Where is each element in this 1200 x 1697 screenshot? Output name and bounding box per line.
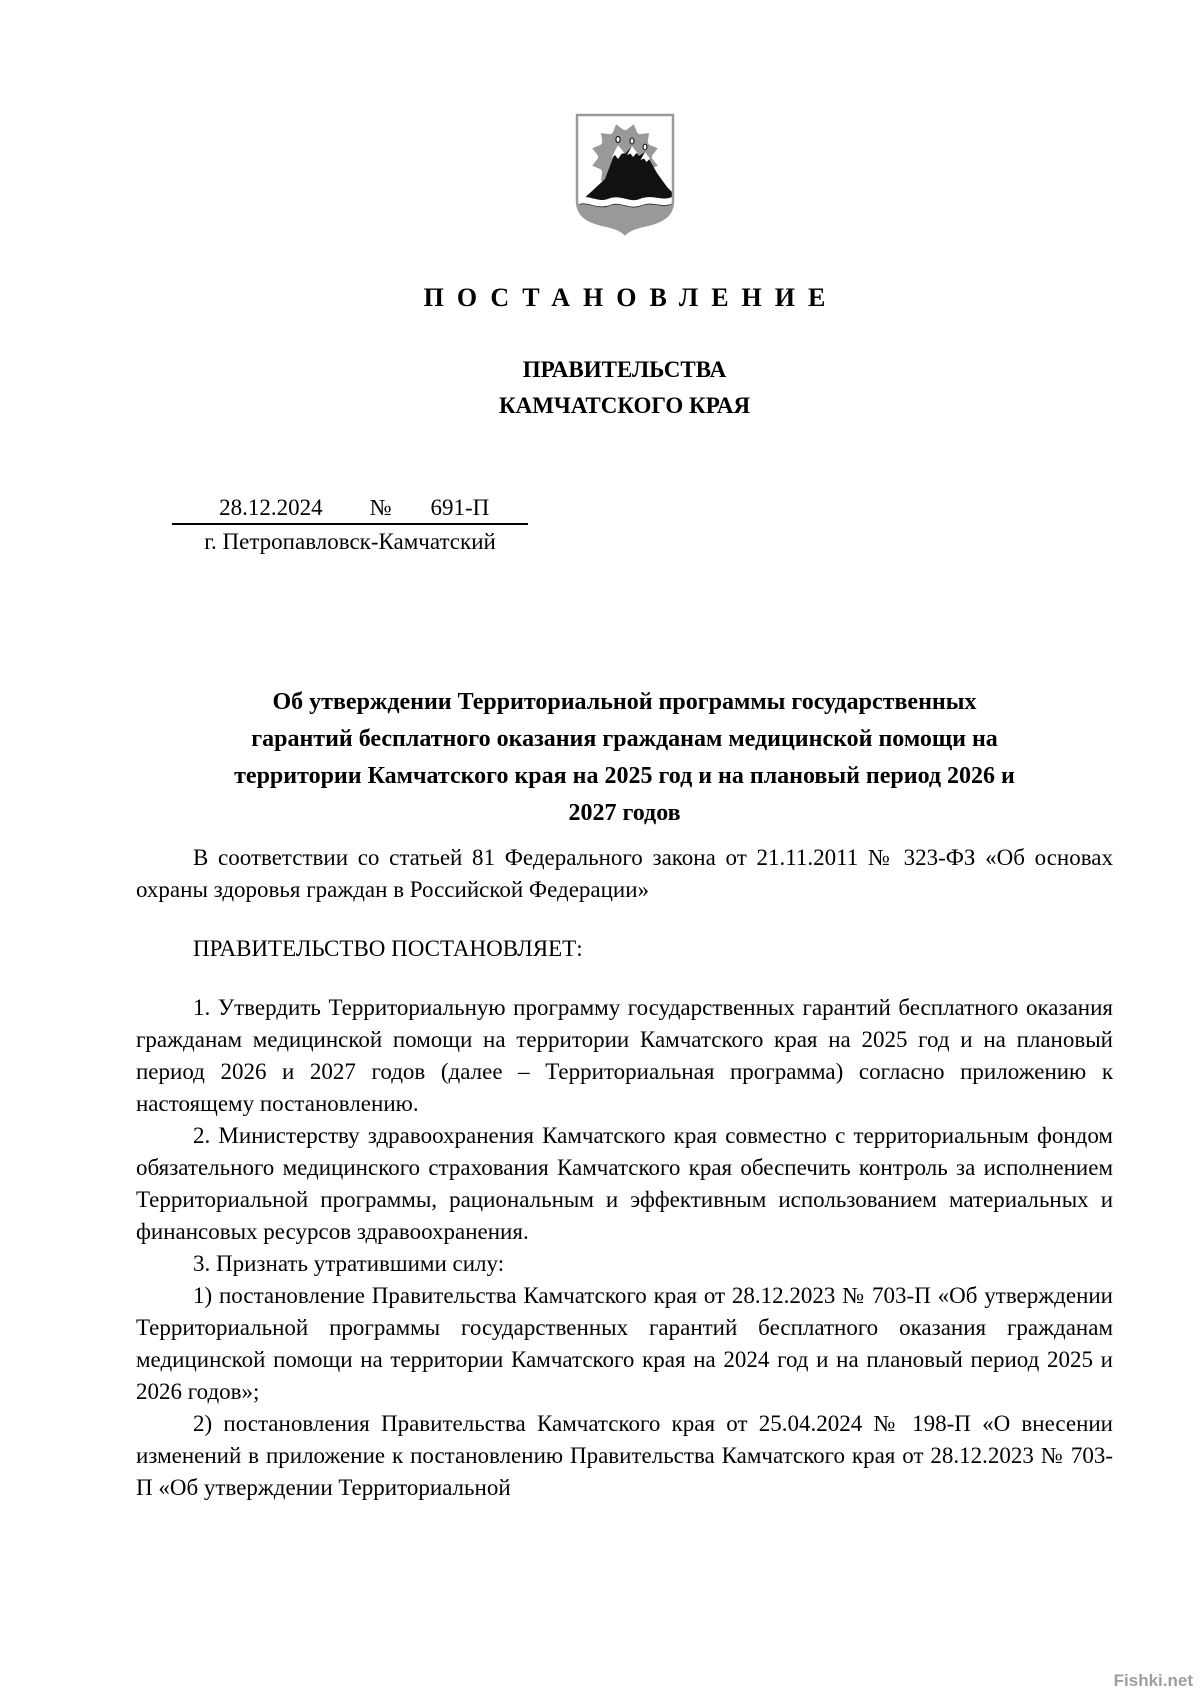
title-line: Об утверждении Территориальной программы государственных (272, 689, 977, 715)
title-line: гарантий бесплатного оказания гражданам медицинской помощи на (251, 726, 998, 752)
coat-of-arms-icon (575, 113, 675, 236)
body-paragraph: ПРАВИТЕЛЬСТВО ПОСТАНОВЛЯЕТ: (193, 936, 583, 961)
document-column (136, 0, 1113, 1504)
authority-heading (136, 352, 1113, 424)
body-paragraph: 3. Признать утратившими силу: (193, 1251, 505, 1276)
body-paragraph: В соответствии со статьей 81 Федерального закона от 21.11.2011 № 323-ФЗ «Об основах охраны здоровья граждан в Российской Федерации» (136, 845, 1113, 902)
document-body (136, 842, 1113, 1504)
body-paragraph: 2) постановления Правительства Камчатского края от 25.04.2024 № 198-П «О внесении изменений в приложение к постановлению Правительства Камчатского края от 28.12.2023 № 703-П «Об утверждении Территориальной (136, 1411, 1113, 1500)
doc-type-heading: ПОСТАНОВЛЕНИЕ (423, 283, 839, 312)
issue-city: г. Петропавловск-Камчатский (204, 529, 496, 554)
document-date: 28.12.2024 (219, 495, 323, 520)
authority-line-2: КАМЧАТСКОГО КРАЯ (498, 393, 751, 418)
requisites-line (172, 495, 528, 525)
body-paragraph: 1) постановление Правительства Камчатского края от 28.12.2023 № 703-П «Об утверждении Территориальной программы государственных гарантий бесплатного оказания гражданам медицинской помощи на территории Камчатского края на 2024 год и на плановый период 2025 и 2026 годов»; (136, 1283, 1113, 1404)
document-title (136, 684, 1113, 832)
document-number: 691-П (430, 495, 490, 520)
title-line: территории Камчатского края на 2025 год и на плановый период 2026 и (234, 763, 1015, 789)
watermark: Fishki.net (1113, 1671, 1193, 1690)
number-sign: № (369, 495, 392, 520)
body-paragraph: 2. Министерству здравоохранения Камчатского края совместно с территориальным фондом обязательного медицинского страхования Камчатского края обеспечить контроль за исполнением Территориальной программы, рациональным и эффективным использованием материальных и финансовых ресурсов здравоохранения. (136, 1123, 1113, 1244)
body-paragraph: 1. Утвердить Территориальную программу государственных гарантий бесплатного оказания гражданам медицинской помощи на территории Камчатского края на 2025 год и на плановый период 2026 и 2027 годов (далее – Территориальная программа) согласно приложению к настоящему постановлению. (136, 995, 1113, 1116)
title-line: 2027 годов (568, 800, 681, 826)
authority-line-1: ПРАВИТЕЛЬСТВА (522, 357, 727, 382)
